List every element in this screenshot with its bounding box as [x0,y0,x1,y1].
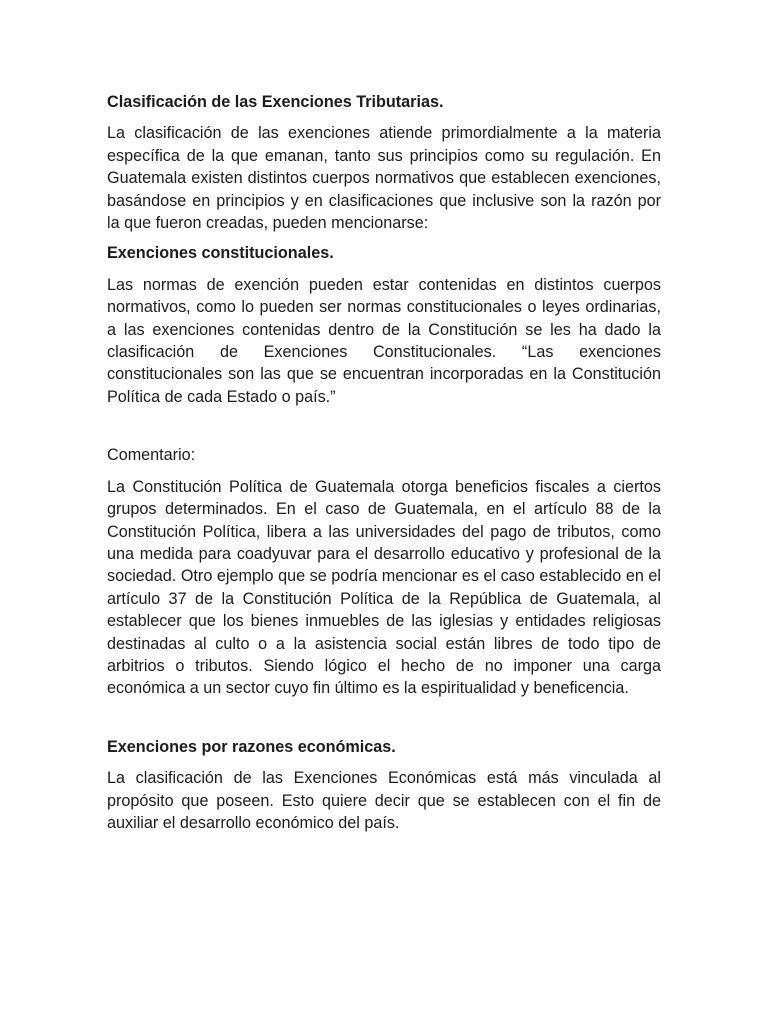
constitutional-exemptions-paragraph: Las normas de exención pueden estar contenidas en distintos cuerpos normativos, como lo pueden ser normas constitucionales o leyes ordinarias, a las exenciones contenidas dentro de la Constitución se les ha dado la clasificación de Exenciones Constitucionales. “Las exenciones constitucionales son las que se encuentran incorporadas en la Constitución Política de cada Estado o país.” [107,275,661,406]
document-title: Clasificación de las Exenciones Tributarias. [107,93,444,111]
intro-paragraph: La clasificación de las exenciones atiende primordialmente a la materia específica de la que emanan, tanto sus principios como su regulación. En Guatemala existen distintos cuerpos normativos que establecen exenciones, basándose en principios y en clasificaciones que inclusive son la razón por la que fueron creadas, pueden mencionarse: [107,124,661,233]
comment-label: Comentario: [107,446,196,465]
economic-exemptions-heading: Exenciones por razones económicas. [107,737,396,756]
comment-paragraph: La Constitución Política de Guatemala otorga beneficios fiscales a ciertos grupos determinados. En el caso de Guatemala, en el artículo 88 de la Constitución Política, libera a las universidades del pago de tributos, como una medida para coadyuvar para el desarrollo educativo y profesional de la sociedad. Otro ejemplo que se podría mencionar es el caso establecido en el artículo 37 de la Constitución Política de la República de Guatemala, al establecer que los bienes inmuebles de las iglesias y entidades religiosas destinadas al culto o a la asistencia social están libres de todo tipo de arbitrios o tributos. Siendo lógico el hecho de no imponer una carga económica a un sector cuyo fin último es la espiritualidad y beneficencia. [107,477,661,698]
constitutional-exemptions-heading: Exenciones constitucionales. [107,244,334,263]
document-page [107,91,661,834]
economic-exemptions-paragraph: La clasificación de las Exenciones Económicas está más vinculada al propósito que poseen. Esto quiere decir que se establecen con el fin de auxiliar el desarrollo económico del país. [107,769,661,832]
